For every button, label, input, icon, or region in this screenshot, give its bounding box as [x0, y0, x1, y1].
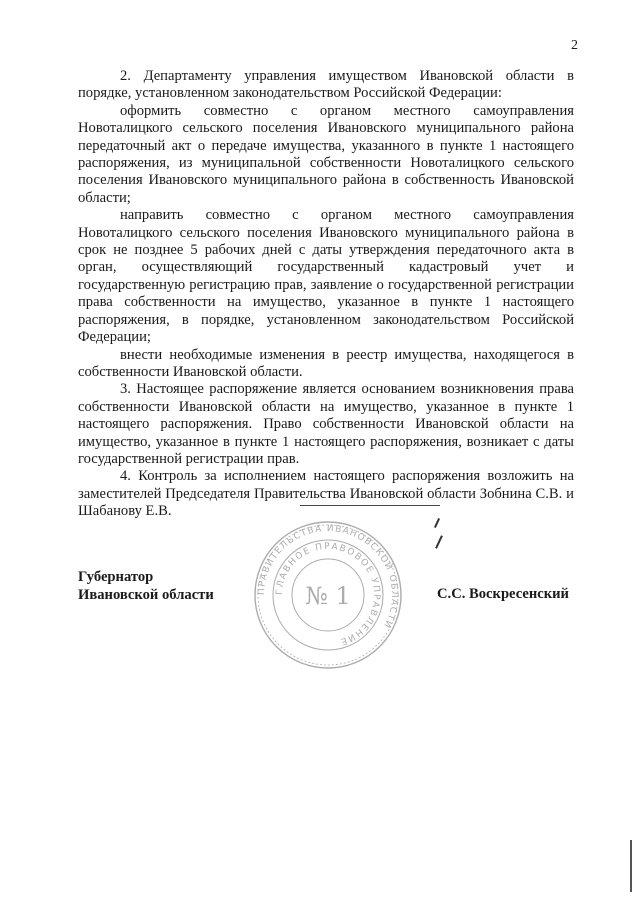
paragraph-3: 3. Настоящее распоряжение является основанием возникновения права собственности Ивановской области на имущество, указанное в пункте 1 настоящего распоряжения. Право собственности Ивановской области на имущество, указанное в пункте 1 настоящего распоряжения, возникает с даты государственной регистрации прав. — [78, 381, 574, 467]
signature-underline — [300, 505, 440, 506]
position-line-2: Ивановской области — [78, 587, 214, 603]
paragraph-4: 4. Контроль за исполнением настоящего распоряжения возложить на заместителей Председателя Правительства Ивановской области Зобнина С.В. и Шабанову Е.В. — [78, 468, 574, 520]
official-stamp-icon — [253, 520, 403, 670]
stamp-outer-text: ПРАВИТЕЛЬСТВА ИВАНОВСКОЙ ОБЛАСТИ — [256, 523, 400, 630]
document-body — [78, 68, 574, 521]
paragraph-2-item-2: направить совместно с органом местного самоуправления Новоталицкого сельского поселения Ивановского муниципального района в срок не позднее 5 рабочих дней с даты утверждения передаточного акта в орган, осуществляющий государственный кадастровый учет и государственную регистрацию прав, заявление о государственной регистрации права собственности на имущество, указанное в пункте 1 настоящего распоряжения, в порядке, установленном законодательством Российской Федерации; — [78, 207, 574, 346]
paragraph-2-item-3: внести необходимые изменения в реестр имущества, находящегося в собственности Ивановской области. — [78, 346, 574, 380]
paragraph-2-item-1: оформить совместно с органом местного самоуправления Новоталицкого сельского поселения Ивановского муниципального района передаточный акт о передаче имущества, указанного в пункте 1 настоящего распоряжения, из муниципальной собственности Новоталицкого сельского поселения Ивановского муниципального района в собственность Ивановской области; — [78, 102, 574, 206]
page-number: 2 — [571, 38, 578, 53]
position-line-1: Губернатор — [78, 569, 154, 585]
stamp-middle-text: ГЛАВНОЕ ПРАВОВОЕ УПРАВЛЕНИЕ — [274, 541, 382, 647]
signatory-name: С.С. Воскресенский — [437, 586, 569, 602]
stamp-center-text: № 1 — [305, 582, 351, 610]
paragraph-2: 2. Департаменту управления имуществом Ивановской области в порядке, установленном законодательством Российской Федерации: — [78, 68, 574, 102]
signature-mark-2 — [435, 535, 443, 549]
margin-scan-line — [630, 840, 632, 892]
signatory-position — [78, 568, 214, 604]
